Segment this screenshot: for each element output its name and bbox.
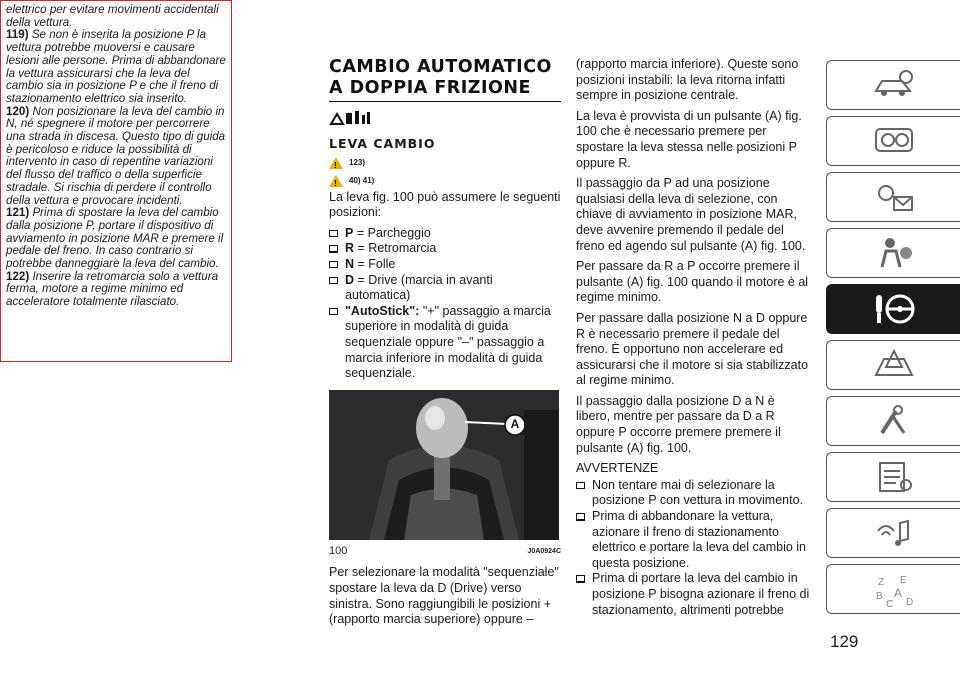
body-text: Per selezionare la modalità "sequenziale" spostare la leva da D (Drive) verso sinistra. Sono raggiungibili le posizioni + (rapporto marcia superiore) oppure – — [329, 565, 559, 627]
paragraph: Per passare dalla posizione N a D oppure R è necessario premere il pedale del freno. È opportuno non accelerare ed assicurarsi che il motore si sia stabilizzato al regime minimo. — [576, 310, 809, 388]
tab-multimedia[interactable] — [826, 508, 960, 558]
list-item: P = Parcheggio — [329, 226, 561, 242]
intro-text: La leva fig. 100 può assumere le seguenti posizioni: — [329, 189, 561, 220]
svg-text:A: A — [893, 586, 902, 600]
middle-column — [329, 57, 561, 633]
index-icon — [870, 569, 918, 609]
tab-car-info[interactable] — [826, 60, 960, 110]
notes-list — [576, 478, 812, 618]
dashboard-icon — [870, 121, 918, 161]
warning-item-4: 122) Inserire la retromarcia solo a vettura ferma, motore a regime minimo ed acceleratore totalmente rilasciato. — [6, 269, 219, 309]
list-item: D = Drive (marcia in avanti automatica) — [329, 273, 561, 304]
list-item: Prima di portare la leva del cambio in posizione P bisogna azionare il freno di stazionamento, altrimenti potrebbe — [576, 571, 812, 618]
tab-emergency[interactable] — [826, 340, 960, 390]
page-number: 129 — [830, 632, 859, 651]
gear-lever-photo — [329, 390, 559, 540]
chapter-tabs — [826, 60, 960, 620]
subsection-title: LEVA CAMBIO — [329, 136, 436, 151]
paragraph: La leva è provvista di un pulsante (A) fig. 100 che è necessario premere per spostare la leva stessa nelle posizioni P oppure R. — [576, 108, 802, 170]
gearbox-icon — [329, 108, 561, 130]
car-info-icon — [870, 65, 918, 105]
list-item: N = Folle — [329, 257, 561, 273]
list-item: "AutoStick": "+" passaggio a marcia superiore in modalità di guida sequenziale oppure "–" passaggio a marcia inferiore in modalità di guida sequenziale. — [329, 304, 561, 382]
warning-triangle-icon — [329, 175, 343, 187]
tab-index[interactable] — [826, 564, 960, 614]
section-title: CAMBIO AUTOMATICO A DOPPIA FRIZIONE — [329, 57, 561, 102]
caveat-ref-2: ! 40) 41) — [329, 172, 561, 190]
list-item: R = Retromarcia — [329, 241, 561, 257]
paragraph: Il passaggio dalla posizione D a N è libero, mentre per passare da D a R oppure P occorre premere premere il pulsante (A) fig. 100. — [576, 393, 781, 455]
warning-box — [0, 0, 232, 362]
warning-item-3: 121) Prima di spostare la leva del cambio dalla posizione P, portare il dispositivo di avviamento in posizione MAR e premere il pedale del freno. In caso contrario si potrebbe danneggiare la leva del cambio. — [6, 206, 224, 271]
right-column — [576, 57, 812, 618]
svg-text:B: B — [875, 591, 883, 602]
tab-dashboard[interactable] — [826, 116, 960, 166]
caveat-ref-1: ! 123) — [329, 154, 561, 172]
specs-icon — [870, 457, 918, 497]
tab-maintenance[interactable] — [826, 396, 960, 446]
positions-list — [329, 226, 561, 382]
svg-text:Z: Z — [877, 577, 884, 588]
paragraph: Per passare da R a P occorre premere il pulsante (A) fig. 100 quando il motore è al regime minimo. — [576, 259, 809, 305]
callout-label-a: A — [510, 416, 520, 431]
list-item: Prima di abbandonare la vettura, azionare il freno di stazionamento elettrico e portare la leva del cambio in questa posizione. — [576, 509, 812, 571]
paragraph: Il passaggio da P ad una posizione qualsiasi della leva di selezione, con chiave di avviamento in posizione MAR, deve avvenire premendo il pedale del freno ed agendo sul pulsante (A) fig. 100. — [576, 176, 806, 253]
svg-text:C: C — [885, 599, 893, 609]
lights-mail-icon — [870, 177, 918, 217]
warning-item-0: elettrico per evitare movimenti accidentali della vettura. — [6, 3, 219, 29]
safety-airbag-icon — [870, 233, 918, 273]
warning-item-2: 120) Non posizionare la leva del cambio in N, né spegnere il motore per percorrere una strada in discesa. Questo tipo di guida è pericoloso e riduce la possibilità di intervento in caso di repentine variazioni del flusso del traffico o della superficie stradale. Si rischia di perdere il controllo della vettura e provocare incidenti. — [6, 104, 226, 207]
svg-text:D: D — [905, 597, 913, 608]
warning-item-1: 119) Se non è inserita la posizione P la vettura potrebbe muoversi e causare lesioni alle persone. Prima di abbandonare la vettura assicurarsi che la leva del cambio sia in posizione P e che il freno di stazionamento elettrico sia inserito. — [6, 28, 226, 105]
list-item: Non tentare mai di selezionare la posizione P con vettura in movimento. — [576, 478, 812, 509]
emergency-icon — [870, 345, 918, 385]
tab-safety[interactable] — [826, 228, 960, 278]
multimedia-icon — [870, 513, 918, 553]
svg-text:E: E — [899, 575, 907, 586]
paragraph: (rapporto marcia inferiore). Queste sono posizioni instabili: la leva ritorna infatti sempre in posizione centrale. — [576, 57, 799, 103]
tab-starting-driving[interactable] — [826, 284, 960, 334]
tools-icon — [870, 401, 918, 441]
figure-caption: 100 J0A0924C — [329, 544, 561, 557]
steering-key-icon — [870, 289, 918, 329]
notes-heading: AVVERTENZE — [576, 461, 659, 476]
tab-technical-data[interactable] — [826, 452, 960, 502]
warning-triangle-icon — [329, 157, 343, 169]
tab-lights[interactable] — [826, 172, 960, 222]
